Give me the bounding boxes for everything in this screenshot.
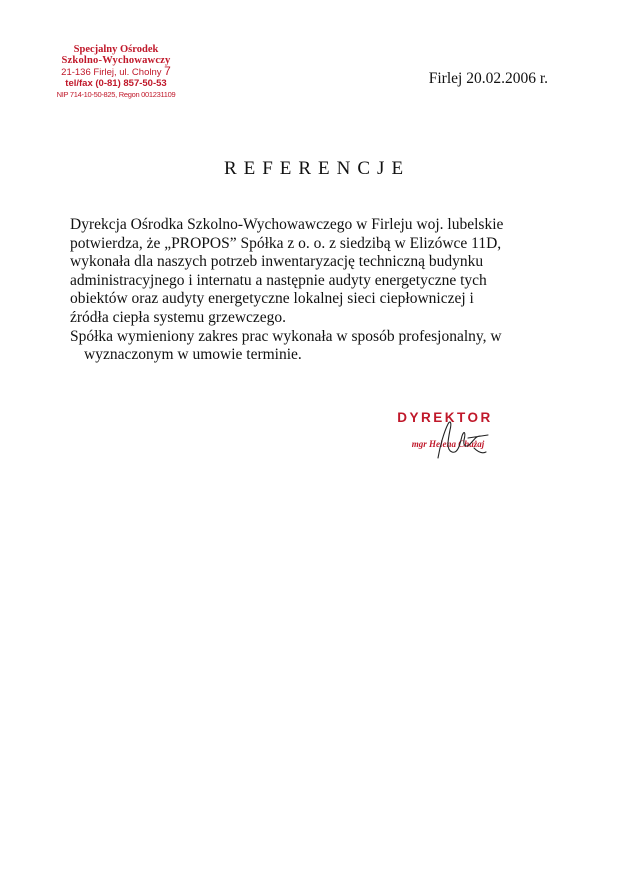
stamp-line-name: Specjalny Ośrodek xyxy=(73,44,159,55)
body-line: wyznaczonym w umowie terminie. xyxy=(84,346,302,364)
director-title: DYREKTOR xyxy=(397,410,493,425)
stamp-line-type: Szkolno-Wychowawczy xyxy=(61,55,171,66)
stamp-line-ids: NIP 714-10-50-825, Regon 001231109 xyxy=(56,90,176,99)
body-line: obiektów oraz audyty energetyczne lokalnej sieci ciepłowniczej i xyxy=(70,290,474,308)
handwritten-signature xyxy=(430,418,500,463)
body-line: potwierdza, że „PROPOS” Spółka z o. o. z siedzibą w Elizówce 11D, xyxy=(70,234,502,252)
stamp-address-text: 21-136 Firlej, ul. Cholny xyxy=(61,67,162,78)
body-line: Dyrekcja Ośrodka Szkolno-Wychowawczego w Firleju woj. lubelskie xyxy=(70,216,504,233)
document-title: REFERENCJE xyxy=(223,158,411,179)
document-body xyxy=(70,216,570,365)
institution-stamp xyxy=(36,44,196,100)
stamp-line-address xyxy=(36,66,196,78)
body-line: Spółka wymieniony zakres prac wykonała w sposób profesjonalny, w xyxy=(70,327,502,345)
stamp-line-phone: tel/fax (0-81) 857-50-53 xyxy=(65,78,167,89)
document-date: Firlej 20.02.2006 r. xyxy=(428,70,548,87)
stamp-address-number: 7 xyxy=(164,64,171,78)
body-line: wykonała dla naszych potrzeb inwentaryzację techniczną budynku xyxy=(70,253,484,271)
director-name: mgr Helena Chażaj xyxy=(411,439,485,449)
body-line: administracyjnego i internatu a następnie audyty energetyczne tych xyxy=(70,271,487,289)
body-line: źródła ciepła systemu grzewczego. xyxy=(70,308,287,326)
